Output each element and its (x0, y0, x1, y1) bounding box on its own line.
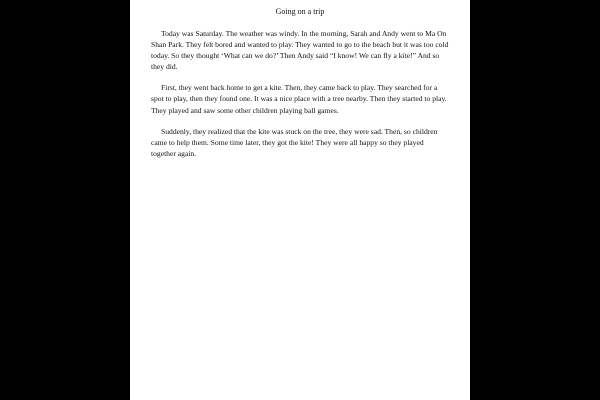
document-title: Going on a trip (275, 7, 325, 16)
paragraph-1: Today was Saturday. The weather was windy. In the morning, Sarah and Andy went to Ma On Shan Park. They felt bored and wanted to play. They wanted to go to the beach but it was too cold today. So they thought ‘What can we do?’ Then Andy said “I know! We can fly a kite!” And so they did. (151, 29, 449, 72)
paragraph-3: Suddenly, they realized that the kite was stuck on the tree, they were sad. Then, so children came to help them. Some time later, they got the kite! They were all happy so they played together again. (151, 126, 438, 158)
paragraph-2: First, they went back home to get a kite. Then, they came back to play. They searched for a spot to play, then they found one. It was a nice place with a tree nearby. Then they started to play. They played and saw some other children playing ball games. (151, 83, 447, 115)
document-page (130, 0, 470, 400)
